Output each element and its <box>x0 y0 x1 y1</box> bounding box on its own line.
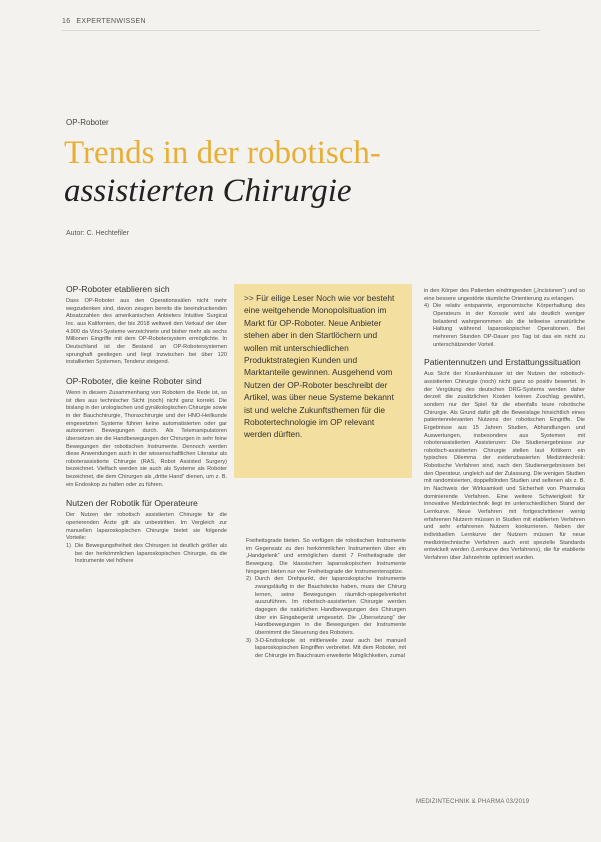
summary-box <box>234 284 412 478</box>
article-title-line-2: assistierten Chirurgie <box>64 173 352 209</box>
section-name: EXPERTENWISSEN <box>76 18 146 25</box>
article-kicker: OP-Roboter <box>66 118 109 127</box>
list-text: Die relativ entspannte, ergonomische Körperhaltung des Operateurs in der Konsole wird als deutlich weniger belastend wahrgenommen als die teilweise unnatürliche Haltung während laparoskopischer Operationen. Bei mehreren Stunden OP-Dauer pro Tag ist das ein nicht zu unterschätzender Vorteil. <box>433 303 585 348</box>
paragraph: Dass OP-Roboter aus den Operationssälen nicht mehr wegzudenken sind, davon zeugen bereits die beeindruckenden Absatzzahlen des amerikanischen Anbieters Intuitive Surgical Inc. aus Kalifornien, der bis 2018 weltweit den Verkauf der über 4.900 da Vinci-Systeme verzeichnete und bisher mehr als sechs Millionen Eingriffe mit dem OP-Robotersystem ermöglichte. In Deutschland ist der Bestand an OP-Robotersystemen sprunghaft gestiegen und liegt inzwischen bei über 120 installierten Systemen, Tendenz steigend. <box>66 298 227 366</box>
list-text: Durch den Drehpunkt, der laparoskopische Instrumente zwangsläufig in der Bauchdecke haben, muss der Chirurg lernen, seine Bewegungen räumlich-spiegelverkehrt auszuführen. Im robotisch-assistierten Chirurgie werden dagegen die natürlichen Handbewegungen des Chirurgen über ein Eingabegerät umgesetzt. Die „Übersetzung“ der Handbewegungen in die Bewegungen der Instrumente übernimmt die Steuerung des Roboters. <box>255 576 406 636</box>
page-number: 16 <box>62 18 71 25</box>
article-title-line-1: Trends in der robotisch- <box>64 135 381 171</box>
article-author: Autor: C. Hechtefiler <box>66 230 130 237</box>
list-text: 3-D-Endoskopie ist mittlerweile zwar auch bei manuell laparoskopischen Eingriffen verbreitet. Mit dem Roboter, mit der Chirurgie im Bauchraum erweiterte Möglichkeiten, zumal <box>255 637 406 659</box>
heading-op-roboter-etablieren: OP-Roboter etablieren sich <box>66 284 170 294</box>
paragraph: in den Körper des Patienten eindringenden („Incisionen“) und so eine bessere ungestörte räumliche Orientierung zu erlangen. <box>424 288 585 302</box>
list-item <box>246 576 406 637</box>
running-header <box>62 18 146 25</box>
paragraph: Freiheitsgrade bieten. So verfügen die robotischen Instrumente im Gegensatz zu den herkömmlichen Instrumenten über ein „Handgelenk“ und ermöglichen damit 7 Freiheitsgrade der Bewegung. Die klassischen laparoskopischen Instrumente hingegen bieten nur vier Freiheitsgrade der Instrumentenspitze. <box>246 538 406 575</box>
list-text: Die Bewegungsfreiheit des Chirurgen ist deutlich größer als bei der herkömmlichen laparoskopischen Chirurgie, da die Instrumente viel höhere <box>75 543 227 565</box>
list-number: 3) <box>246 637 251 644</box>
column-left <box>66 284 227 754</box>
heading-patientennutzen: Patientennutzen und Erstattungssituation <box>424 357 581 368</box>
page-footer: MEDIZINTECHNIK & PHARMA 03/2019 <box>416 799 530 805</box>
list-number: 4) <box>424 303 429 310</box>
paragraph: Wenn in diesem Zusammenhang von Robotern die Rede ist, so ist dies aus technischer Sicht (noch) nicht ganz korrekt. Die bislang in der urologischen und gynäkologischen Chirurgie sowie in der Bauchchirurgie, Thoraxchirurgie und der HNO-Heilkunde eingesetzten Systeme führen keine automatisierten oder gar autonomen Bewegungen durch. Als Telemanipulatoren übersetzen sie die Handbewegungen der Chirurgen in sehr feine Bewegungen der robotischen Instrumente. Dennoch werden diese Anwendungen auch in der wissenschaftlichen Literatur als roboterassistierte Chirurgie (RAS, Robot Assisted Surgery) bezeichnet. Vielfach werden sie auch als Systeme als Roboter bezeichnet, die dem Chirurgen als „dritte Hand“ dienen, um z. B. ein Endoskop zu halten oder zu führen. <box>66 389 227 488</box>
list-number: 2) <box>246 576 251 583</box>
column-middle <box>246 538 406 760</box>
paragraph: Der Nutzen der robotisch assistierten Chirurgie für die operierenden Ärzte gilt als unbestritten. Im Vergleich zur manuellen laparoskopischen Chirurgie bietet sie folgende Vorteile: <box>66 512 227 542</box>
list-item <box>246 638 406 661</box>
list-number: 1) <box>66 543 71 550</box>
column-right <box>424 288 585 762</box>
list-item <box>424 303 585 349</box>
heading-keine-roboter: OP-Roboter, die keine Roboter sind <box>66 375 202 386</box>
paragraph: Aus Sicht der Krankenhäuser ist der Nutzen der robotisch-assistierten Chirurgie (noch) nicht ganz so positiv bewertet. In der Vergütung des deutschen DRG-Systems werden daher derzeit die zusätzlichen Kosten keinen Zuschlag gewährt, sondern nur der Spiel für die ebenfalls teure robotische Chirurgie. Als Grund dafür gilt die Beweislage hinsichtlich eines patientenrelevanten Nutzens der robotischen Eingriffe. Die Ergebnisse aus 15 Jahren Studien, Abhandlungen und Auswertungen, insbesondere aus Systemen mit roboterassistierten Assistenzen: Die Studienergebnisse zur robotisch-assistierten Chirurgie stellen laut Kritikern ein typisches Dilemma der evidenzbasierten Medizintechnik: Robotische Verfahren sind, nach den Studienergebnissen bei den Operateur, ungleich auf der Zulassung. Die wenigen Studien mit randomisierten, doppelblinden Studien und seltenen als z. B. im Nachweis der Wirksamkeit und Sicherheit von Pharmaka dominierende Verfahren. Eine weitere Schwierigkeit für innovative Medizintechnik liegt im unterschiedlichen Stand der Lernkurve. Neue Verfahren mit fortgeschrittener wenig erfahrenen Nutzern müssen in Studien mit etablierten Verfahren und sehr erfahrenen Nutzern konkurrieren. Neben der individuellen Lernkurve der Nutzern müssen für neue medizintechnische Verfahren auch erst spezielle Standards entwickelt werden (Lernkurve des Verfahrens), die für etablierte Verfahren über Jahrzehnte optimiert wurden. <box>424 371 585 561</box>
summary-text: Für eilige Leser Noch wie vor besteht eine weitgehende Monopolsituation im Markt für OP-Roboter. Neue Anbieter stehen aber in den Startlöchern und wollen mit unterschiedlichen Produktstrategien Kunden und Marktanteile gewinnen. Ausgehend vom Nutzen der OP-Roboter beschreibt der Artikel, was über neue Systeme bekannt ist und welche Zukunftsthemen für die Robotertechnologie im OP relevant werden dürften. <box>244 293 395 440</box>
arrow-marker-icon: >> <box>244 293 254 303</box>
header-rule <box>62 30 540 31</box>
list-item <box>66 543 227 566</box>
heading-nutzen-operateure: Nutzen der Robotik für Operateure <box>66 498 198 509</box>
